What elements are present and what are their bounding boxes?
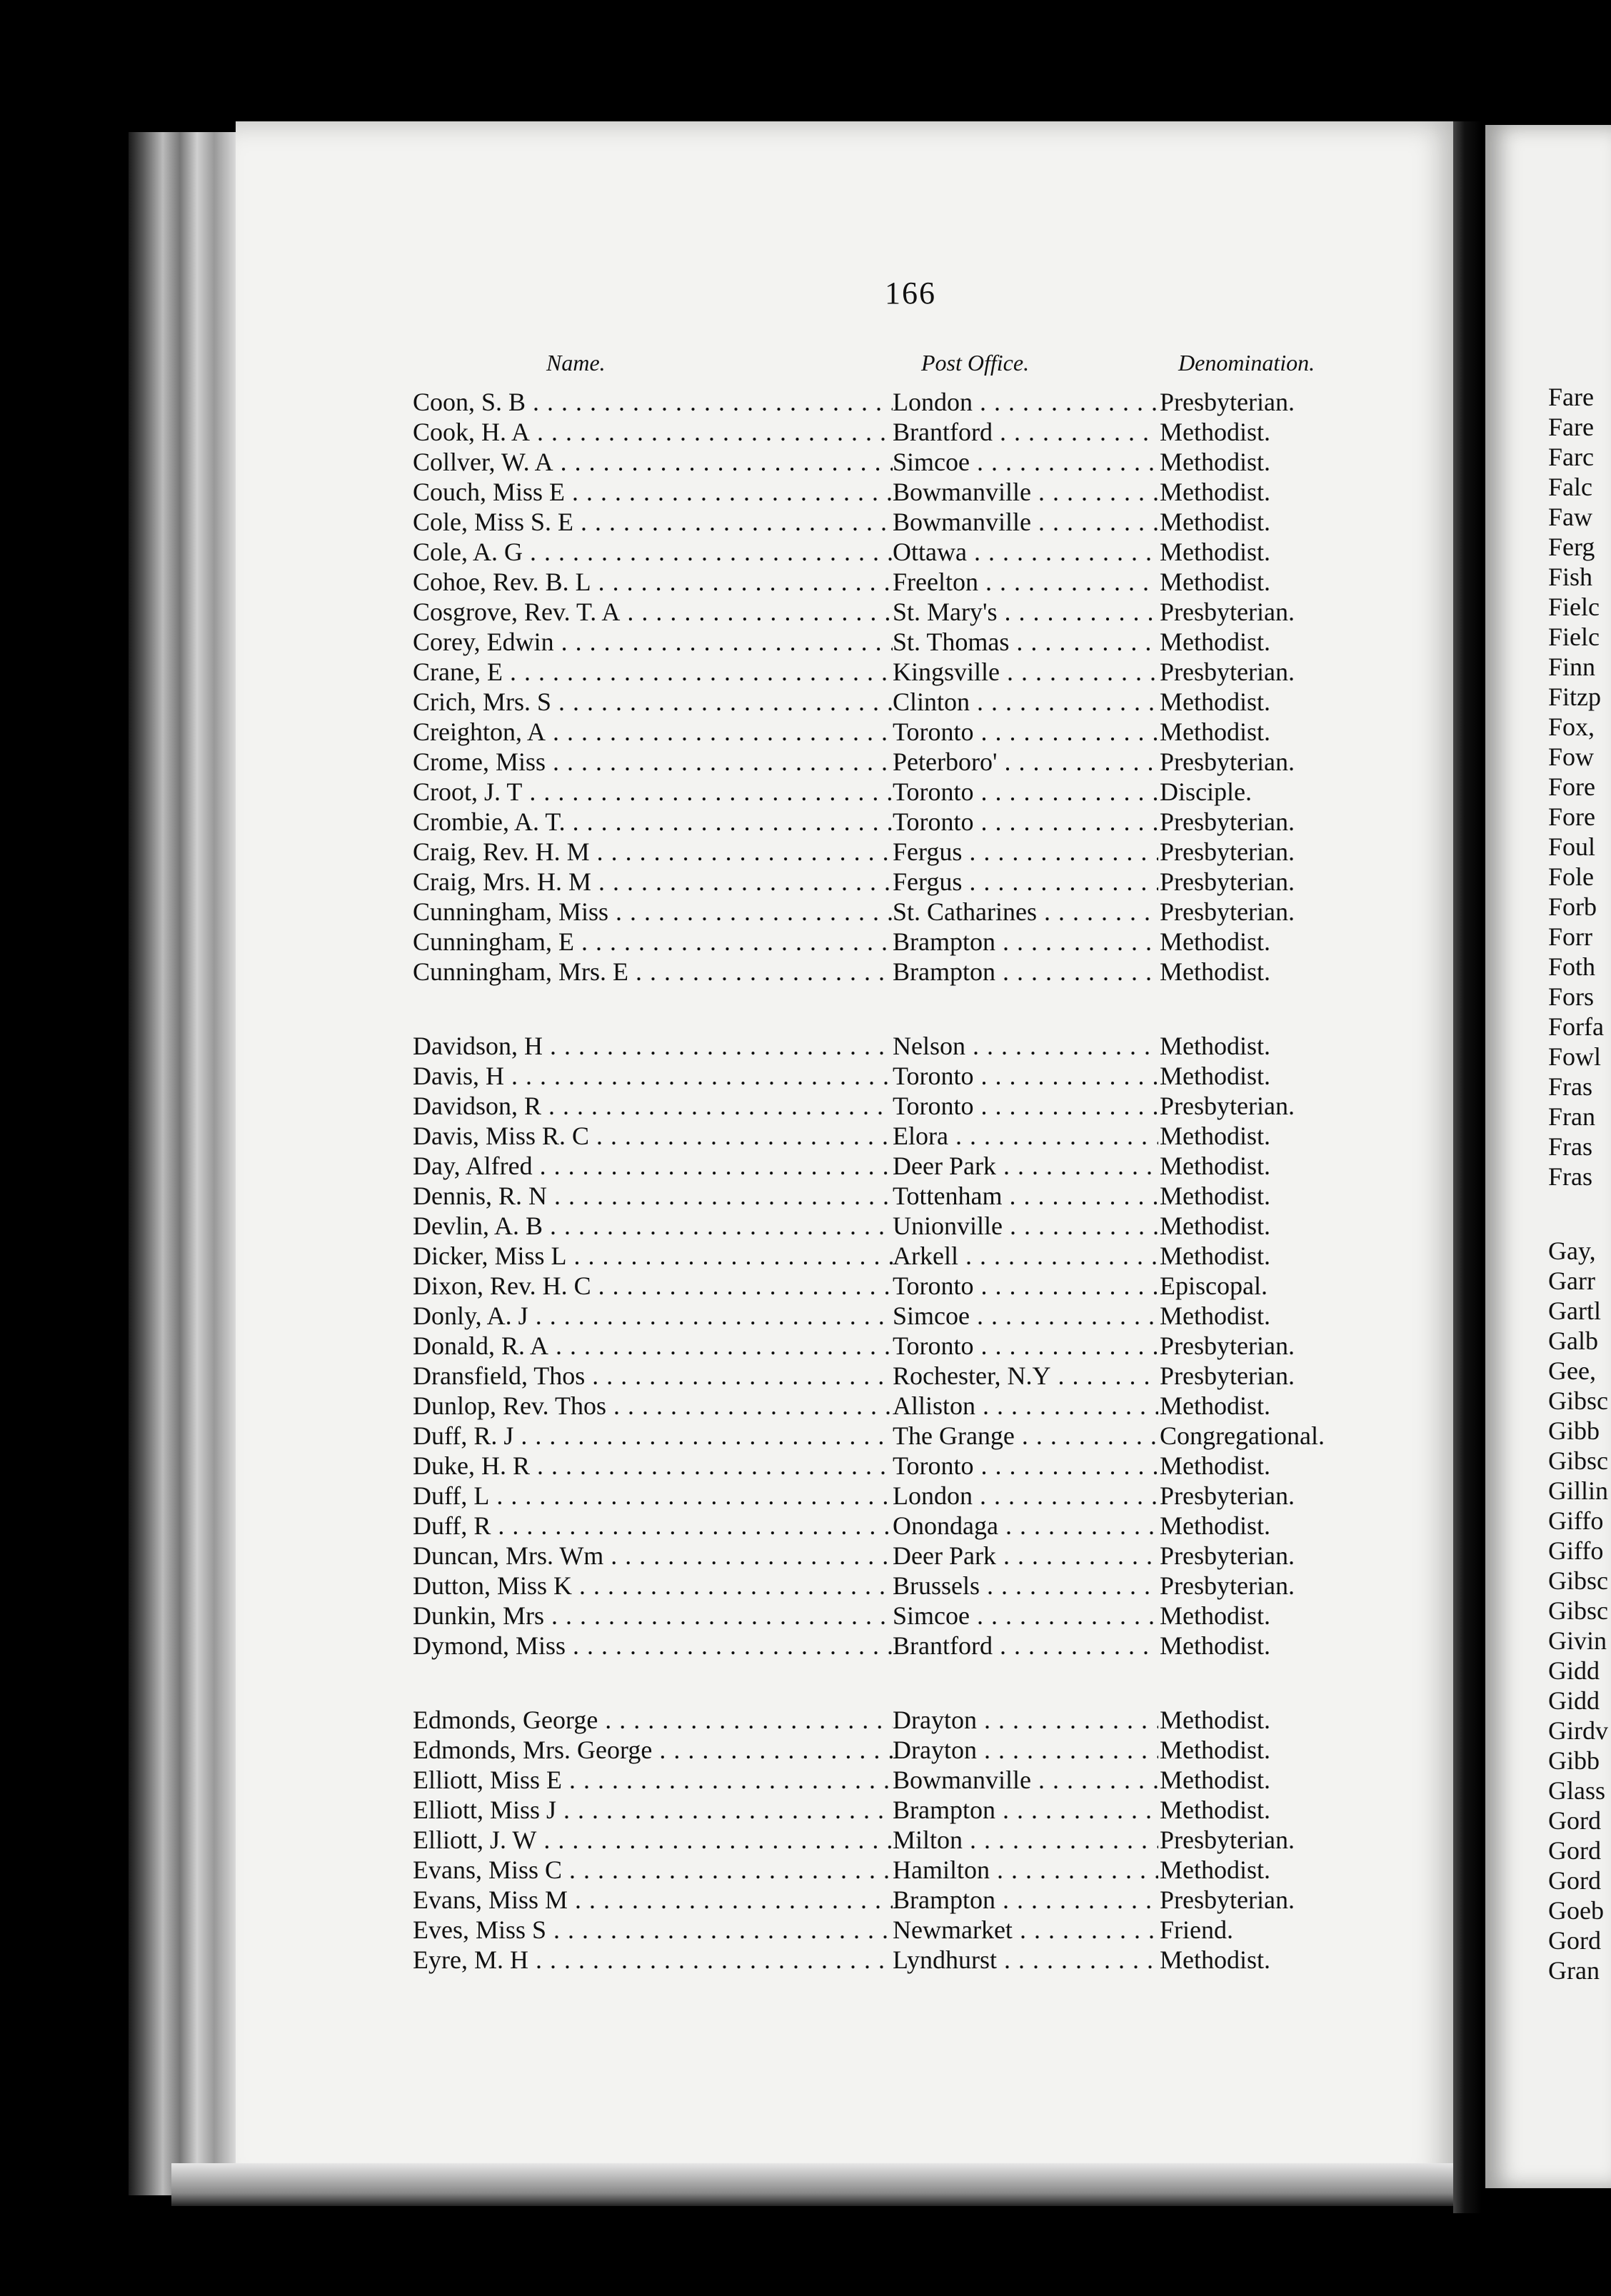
- entry-name: Cunningham, Miss . . .: [413, 897, 893, 927]
- facing-page-line: Fish: [1548, 563, 1593, 591]
- entry-name: Davidson, H . . .: [413, 1031, 893, 1061]
- facing-page-line: Finn: [1548, 653, 1596, 681]
- entry-post-office: Rochester, N.Y . . .: [893, 1361, 1158, 1391]
- facing-page-line: Fras: [1548, 1072, 1592, 1101]
- entry-denomination: Methodist.: [1160, 448, 1271, 476]
- entry-name: Edmonds, Mrs. George . . .: [413, 1735, 893, 1765]
- facing-page-line: Fare: [1548, 383, 1594, 411]
- entry-name: Dymond, Miss . . .: [413, 1631, 893, 1661]
- entry-post-office: Brussels . . .: [893, 1571, 1158, 1601]
- facing-page-line: Foul: [1548, 832, 1596, 861]
- entry-name: Coon, S. B . . .: [413, 387, 893, 417]
- entry-denomination: Methodist.: [1160, 1032, 1271, 1060]
- entry-denomination: Methodist.: [1160, 1152, 1271, 1180]
- header-name: Name.: [546, 350, 606, 376]
- facing-page-line: Gibb: [1548, 1746, 1600, 1775]
- entry-row: [413, 1271, 1455, 1301]
- facing-page-line: Gidd: [1548, 1656, 1600, 1685]
- entry-name: Edmonds, George . . .: [413, 1705, 893, 1735]
- entry-post-office: Drayton . . .: [893, 1735, 1158, 1765]
- entry-name: Dennis, R. N . . .: [413, 1181, 893, 1211]
- entry-denomination: Presbyterian.: [1160, 1541, 1295, 1570]
- entry-row: [413, 927, 1455, 957]
- entry-row: [413, 417, 1455, 447]
- entry-denomination: Presbyterian.: [1160, 1571, 1295, 1600]
- entry-name: Creighton, A . . .: [413, 717, 893, 747]
- entry-name: Cunningham, Mrs. E . . .: [413, 957, 893, 987]
- entry-post-office: Tottenham . . .: [893, 1181, 1158, 1211]
- entry-name: Duff, L . . .: [413, 1481, 893, 1511]
- entry-denomination: Methodist.: [1160, 1631, 1271, 1660]
- entry-name: Davis, H . . .: [413, 1061, 893, 1091]
- entry-name: Dunkin, Mrs . . .: [413, 1601, 893, 1631]
- page-bottom-edge: [171, 2163, 1464, 2206]
- entry-denomination: Presbyterian.: [1160, 1331, 1295, 1360]
- entry-denomination: Methodist.: [1160, 1182, 1271, 1210]
- entry-group: [413, 1705, 1455, 1975]
- entry-denomination: Methodist.: [1160, 718, 1271, 746]
- entry-post-office: Fergus . . .: [893, 837, 1158, 867]
- facing-page-line: Fow: [1548, 742, 1595, 771]
- entry-row: [413, 807, 1455, 837]
- entry-name: Crome, Miss . . .: [413, 747, 893, 777]
- entry-name: Dunlop, Rev. Thos . . .: [413, 1391, 893, 1421]
- entry-row: [413, 1241, 1455, 1271]
- entry-denomination: Methodist.: [1160, 538, 1271, 566]
- entry-denomination: Methodist.: [1160, 927, 1271, 956]
- entry-post-office: Clinton . . .: [893, 687, 1158, 717]
- facing-page-line: Fole: [1548, 862, 1595, 891]
- entry-name: Couch, Miss E . . .: [413, 477, 893, 507]
- facing-page-line: Gibsc: [1548, 1446, 1608, 1475]
- entry-post-office: Brampton . . .: [893, 1795, 1158, 1825]
- entry-row: [413, 957, 1455, 987]
- facing-page-text: [1548, 382, 1611, 1985]
- entry-denomination: Episcopal.: [1160, 1272, 1268, 1300]
- entry-row: [413, 1061, 1455, 1091]
- entry-post-office: Fergus . . .: [893, 867, 1158, 897]
- entry-name: Cosgrove, Rev. T. A . . .: [413, 597, 893, 627]
- entry-post-office: Deer Park . . .: [893, 1151, 1158, 1181]
- entry-row: [413, 1481, 1455, 1511]
- entry-denomination: Methodist.: [1160, 1212, 1271, 1240]
- entry-row: [413, 1391, 1455, 1421]
- facing-page-line: Goeb: [1548, 1896, 1604, 1925]
- facing-page-line: Fors: [1548, 982, 1595, 1011]
- entry-denomination: Presbyterian.: [1160, 388, 1295, 416]
- entry-post-office: St. Thomas . . .: [893, 627, 1158, 657]
- entry-post-office: Alliston . . .: [893, 1391, 1158, 1421]
- book-spine: [1453, 121, 1482, 2213]
- entry-denomination: Methodist.: [1160, 1706, 1271, 1734]
- entry-post-office: Lyndhurst . . .: [893, 1945, 1158, 1975]
- entry-name: Davis, Miss R. C . . .: [413, 1121, 893, 1151]
- facing-page-line: Forr: [1548, 922, 1592, 951]
- entry-name: Crich, Mrs. S . . .: [413, 687, 893, 717]
- entry-denomination: Methodist.: [1160, 1796, 1271, 1824]
- facing-page-line: Giffo: [1548, 1506, 1604, 1535]
- entry-denomination: Methodist.: [1160, 628, 1271, 656]
- entry-name: Dutton, Miss K . . .: [413, 1571, 893, 1601]
- facing-page-line: Gay,: [1548, 1237, 1596, 1265]
- facing-page-line: Ferg: [1548, 533, 1595, 561]
- facing-page-line: Fore: [1548, 772, 1595, 801]
- entry-denomination: Presbyterian.: [1160, 598, 1295, 626]
- entry-row: [413, 867, 1455, 897]
- entry-denomination: Methodist.: [1160, 957, 1271, 986]
- entry-denomination: Methodist.: [1160, 1062, 1271, 1090]
- entry-post-office: Toronto . . .: [893, 777, 1158, 807]
- entry-name: Corey, Edwin . . .: [413, 627, 893, 657]
- entry-post-office: Bowmanville . . .: [893, 507, 1158, 537]
- facing-page-line: Gartl: [1548, 1296, 1601, 1325]
- facing-page-line: Givin: [1548, 1626, 1607, 1655]
- entry-row: [413, 1211, 1455, 1241]
- entry-row: [413, 687, 1455, 717]
- entry-row: [413, 717, 1455, 747]
- facing-page-line: Fitzp: [1548, 683, 1602, 711]
- entry-name: Devlin, A. B . . .: [413, 1211, 893, 1241]
- entry-row: [413, 1541, 1455, 1571]
- entry-post-office: Toronto . . .: [893, 1271, 1158, 1301]
- entry-name: Duncan, Mrs. Wm . . .: [413, 1541, 893, 1571]
- entry-post-office: Ottawa . . .: [893, 537, 1158, 567]
- entry-row: [413, 1885, 1455, 1915]
- entry-denomination: Methodist.: [1160, 1122, 1271, 1150]
- entry-post-office: Toronto . . .: [893, 717, 1158, 747]
- entry-row: [413, 1151, 1455, 1181]
- entry-denomination: Congregational.: [1160, 1421, 1325, 1450]
- header-denomination: Denomination.: [1178, 350, 1315, 376]
- entry-row: [413, 1451, 1455, 1481]
- entry-post-office: Arkell . . .: [893, 1241, 1158, 1271]
- facing-page-line: Fowl: [1548, 1042, 1602, 1071]
- entry-post-office: Milton . . .: [893, 1825, 1158, 1855]
- entry-row: [413, 1361, 1455, 1391]
- entry-name: Collver, W. A . . .: [413, 447, 893, 477]
- facing-page-line: Fox,: [1548, 713, 1595, 741]
- entry-row: [413, 1601, 1455, 1631]
- entry-post-office: Freelton . . .: [893, 567, 1158, 597]
- facing-page-line: Girdv: [1548, 1716, 1608, 1745]
- entry-post-office: The Grange . . .: [893, 1421, 1158, 1451]
- entry-denomination: Presbyterian.: [1160, 747, 1295, 776]
- entry-post-office: Simcoe . . .: [893, 447, 1158, 477]
- entry-post-office: London . . .: [893, 1481, 1158, 1511]
- entry-post-office: Brantford . . .: [893, 1631, 1158, 1661]
- entry-denomination: Presbyterian.: [1160, 1885, 1295, 1914]
- entry-post-office: St. Catharines . . .: [893, 897, 1158, 927]
- group-gap: [1548, 1192, 1611, 1236]
- entry-post-office: Brampton . . .: [893, 957, 1158, 987]
- entry-name: Eves, Miss S . . .: [413, 1915, 893, 1945]
- entry-denomination: Methodist.: [1160, 688, 1271, 716]
- entry-post-office: Bowmanville . . .: [893, 477, 1158, 507]
- header-post-office: Post Office.: [921, 350, 1030, 376]
- facing-page-line: Falc: [1548, 473, 1592, 501]
- entry-row: [413, 897, 1455, 927]
- entry-name: Donly, A. J . . .: [413, 1301, 893, 1331]
- entry-row: [413, 1181, 1455, 1211]
- entry-denomination: Methodist.: [1160, 1766, 1271, 1794]
- entry-post-office: Hamilton . . .: [893, 1855, 1158, 1885]
- entry-name: Evans, Miss M . . .: [413, 1885, 893, 1915]
- entry-group: [413, 387, 1455, 987]
- entry-name: Donald, R. A . . .: [413, 1331, 893, 1361]
- facing-page-line: Fran: [1548, 1102, 1595, 1131]
- entry-name: Croot, J. T . . .: [413, 777, 893, 807]
- entry-post-office: Simcoe . . .: [893, 1601, 1158, 1631]
- entry-post-office: Newmarket . . .: [893, 1915, 1158, 1945]
- entry-name: Evans, Miss C . . .: [413, 1855, 893, 1885]
- entry-denomination: Methodist.: [1160, 508, 1271, 536]
- entry-name: Elliott, Miss E . . .: [413, 1765, 893, 1795]
- entry-post-office: Bowmanville . . .: [893, 1765, 1158, 1795]
- facing-page-line: Gibb: [1548, 1416, 1600, 1445]
- entry-name: Dicker, Miss L . . .: [413, 1241, 893, 1271]
- entry-denomination: Methodist.: [1160, 1301, 1271, 1330]
- entry-row: [413, 537, 1455, 567]
- facing-page-line: Fielc: [1548, 623, 1600, 651]
- entry-name: Crane, E . . .: [413, 657, 893, 687]
- entry-row: [413, 1765, 1455, 1795]
- entry-denomination: Presbyterian.: [1160, 1481, 1295, 1510]
- entry-denomination: Methodist.: [1160, 1511, 1271, 1540]
- facing-page-line: Glass: [1548, 1776, 1605, 1805]
- entry-row: [413, 1705, 1455, 1735]
- facing-page-line: Gran: [1548, 1956, 1600, 1985]
- entry-denomination: Presbyterian.: [1160, 1092, 1295, 1120]
- entry-group: [413, 1031, 1455, 1661]
- entry-denomination: Methodist.: [1160, 1736, 1271, 1764]
- entry-row: [413, 447, 1455, 477]
- entry-name: Elliott, Miss J . . .: [413, 1795, 893, 1825]
- facing-page-line: Forfa: [1548, 1012, 1604, 1041]
- facing-page-line: Galb: [1548, 1326, 1598, 1355]
- entry-row: [413, 1945, 1455, 1975]
- entry-post-office: Kingsville . . .: [893, 657, 1158, 687]
- entry-denomination: Methodist.: [1160, 1945, 1271, 1974]
- entry-row: [413, 1825, 1455, 1855]
- entry-name: Crombie, A. T. . . .: [413, 807, 893, 837]
- facing-page-line: Gord: [1548, 1836, 1601, 1865]
- entry-post-office: Toronto . . .: [893, 807, 1158, 837]
- entry-post-office: Brampton . . .: [893, 927, 1158, 957]
- entry-row: [413, 1421, 1455, 1451]
- facing-page-line: Gord: [1548, 1926, 1601, 1955]
- facing-page-line: Fare: [1548, 413, 1594, 441]
- entry-post-office: Drayton . . .: [893, 1705, 1158, 1735]
- facing-page-line: Forb: [1548, 892, 1597, 921]
- entry-post-office: Onondaga . . .: [893, 1511, 1158, 1541]
- entry-row: [413, 837, 1455, 867]
- entry-post-office: Deer Park . . .: [893, 1541, 1158, 1571]
- entry-name: Duff, R. J . . .: [413, 1421, 893, 1451]
- entry-name: Davidson, R . . .: [413, 1091, 893, 1121]
- facing-page-line: Fore: [1548, 802, 1595, 831]
- facing-page-line: Fras: [1548, 1162, 1592, 1191]
- facing-page-line: Fras: [1548, 1132, 1592, 1161]
- entry-row: [413, 597, 1455, 627]
- entry-denomination: Presbyterian.: [1160, 1361, 1295, 1390]
- entry-post-office: St. Mary's . . .: [893, 597, 1158, 627]
- entry-denomination: Presbyterian.: [1160, 837, 1295, 866]
- entry-row: [413, 387, 1455, 417]
- entry-denomination: Disciple.: [1160, 777, 1252, 806]
- entry-name: Cook, H. A . . .: [413, 417, 893, 447]
- entry-post-office: Brantford . . .: [893, 417, 1158, 447]
- entry-row: [413, 777, 1455, 807]
- entry-denomination: Methodist.: [1160, 568, 1271, 596]
- entry-row: [413, 1301, 1455, 1331]
- entry-post-office: Peterboro' . . .: [893, 747, 1158, 777]
- entry-denomination: Presbyterian.: [1160, 897, 1295, 926]
- entry-post-office: London . . .: [893, 387, 1158, 417]
- entry-denomination: Methodist.: [1160, 1242, 1271, 1270]
- entry-row: [413, 477, 1455, 507]
- entry-row: [413, 627, 1455, 657]
- entry-denomination: Presbyterian.: [1160, 807, 1295, 836]
- entry-row: [413, 1855, 1455, 1885]
- entry-post-office: Nelson . . .: [893, 1031, 1158, 1061]
- facing-page-line: Gord: [1548, 1806, 1601, 1835]
- entry-name: Day, Alfred . . .: [413, 1151, 893, 1181]
- facing-page-line: Farc: [1548, 443, 1594, 471]
- entry-name: Cohoe, Rev. B. L . . .: [413, 567, 893, 597]
- page-stack-edge: [129, 132, 243, 2195]
- entry-post-office: Simcoe . . .: [893, 1301, 1158, 1331]
- facing-page-line: Gord: [1548, 1866, 1601, 1895]
- entry-denomination: Methodist.: [1160, 1391, 1271, 1420]
- entry-denomination: Methodist.: [1160, 1601, 1271, 1630]
- entry-row: [413, 1631, 1455, 1661]
- facing-page-line: Gillin: [1548, 1476, 1609, 1505]
- entry-row: [413, 1511, 1455, 1541]
- page-number: 166: [885, 276, 936, 311]
- entry-row: [413, 747, 1455, 777]
- entry-name: Cunningham, E . . .: [413, 927, 893, 957]
- entry-row: [413, 1031, 1455, 1061]
- entry-name: Dixon, Rev. H. C . . .: [413, 1271, 893, 1301]
- facing-page-line: Gibsc: [1548, 1566, 1608, 1595]
- entry-name: Craig, Rev. H. M . . .: [413, 837, 893, 867]
- entry-row: [413, 567, 1455, 597]
- entry-row: [413, 507, 1455, 537]
- entry-denomination: Presbyterian.: [1160, 867, 1295, 896]
- entry-row: [413, 657, 1455, 687]
- facing-page-line: Faw: [1548, 503, 1592, 531]
- entry-row: [413, 1915, 1455, 1945]
- facing-page-line: Gidd: [1548, 1686, 1600, 1715]
- entry-post-office: Toronto . . .: [893, 1091, 1158, 1121]
- facing-page-line: Garr: [1548, 1267, 1595, 1295]
- entry-row: [413, 1331, 1455, 1361]
- entry-post-office: Unionville . . .: [893, 1211, 1158, 1241]
- entry-row: [413, 1091, 1455, 1121]
- entry-post-office: Elora . . .: [893, 1121, 1158, 1151]
- entry-denomination: Friend.: [1160, 1915, 1233, 1944]
- entry-name: Eyre, M. H . . .: [413, 1945, 893, 1975]
- entry-denomination: Methodist.: [1160, 418, 1271, 446]
- facing-page-line: Gibsc: [1548, 1386, 1608, 1415]
- entry-post-office: Brampton . . .: [893, 1885, 1158, 1915]
- directory-listing: [413, 387, 1455, 2019]
- entry-row: [413, 1121, 1455, 1151]
- facing-page-line: Foth: [1548, 952, 1596, 981]
- entry-name: Craig, Mrs. H. M . . .: [413, 867, 893, 897]
- facing-page-line: Fielc: [1548, 593, 1600, 621]
- entry-name: Duff, R . . .: [413, 1511, 893, 1541]
- facing-page-line: Gee,: [1548, 1356, 1596, 1385]
- facing-page-line: Giffo: [1548, 1536, 1604, 1565]
- entry-denomination: Methodist.: [1160, 1451, 1271, 1480]
- entry-denomination: Methodist.: [1160, 478, 1271, 506]
- entry-denomination: Presbyterian.: [1160, 658, 1295, 686]
- entry-denomination: Methodist.: [1160, 1856, 1271, 1884]
- entry-row: [413, 1735, 1455, 1765]
- entry-row: [413, 1571, 1455, 1601]
- entry-post-office: Toronto . . .: [893, 1451, 1158, 1481]
- entry-name: Elliott, J. W . . .: [413, 1825, 893, 1855]
- entry-name: Cole, A. G . . .: [413, 537, 893, 567]
- entry-name: Dransfield, Thos . . .: [413, 1361, 893, 1391]
- facing-page-line: Gibsc: [1548, 1596, 1608, 1625]
- entry-denomination: Presbyterian.: [1160, 1826, 1295, 1854]
- entry-name: Duke, H. R . . .: [413, 1451, 893, 1481]
- column-headers: [400, 350, 1428, 386]
- entry-name: Cole, Miss S. E . . .: [413, 507, 893, 537]
- entry-post-office: Toronto . . .: [893, 1331, 1158, 1361]
- entry-post-office: Toronto . . .: [893, 1061, 1158, 1091]
- entry-row: [413, 1795, 1455, 1825]
